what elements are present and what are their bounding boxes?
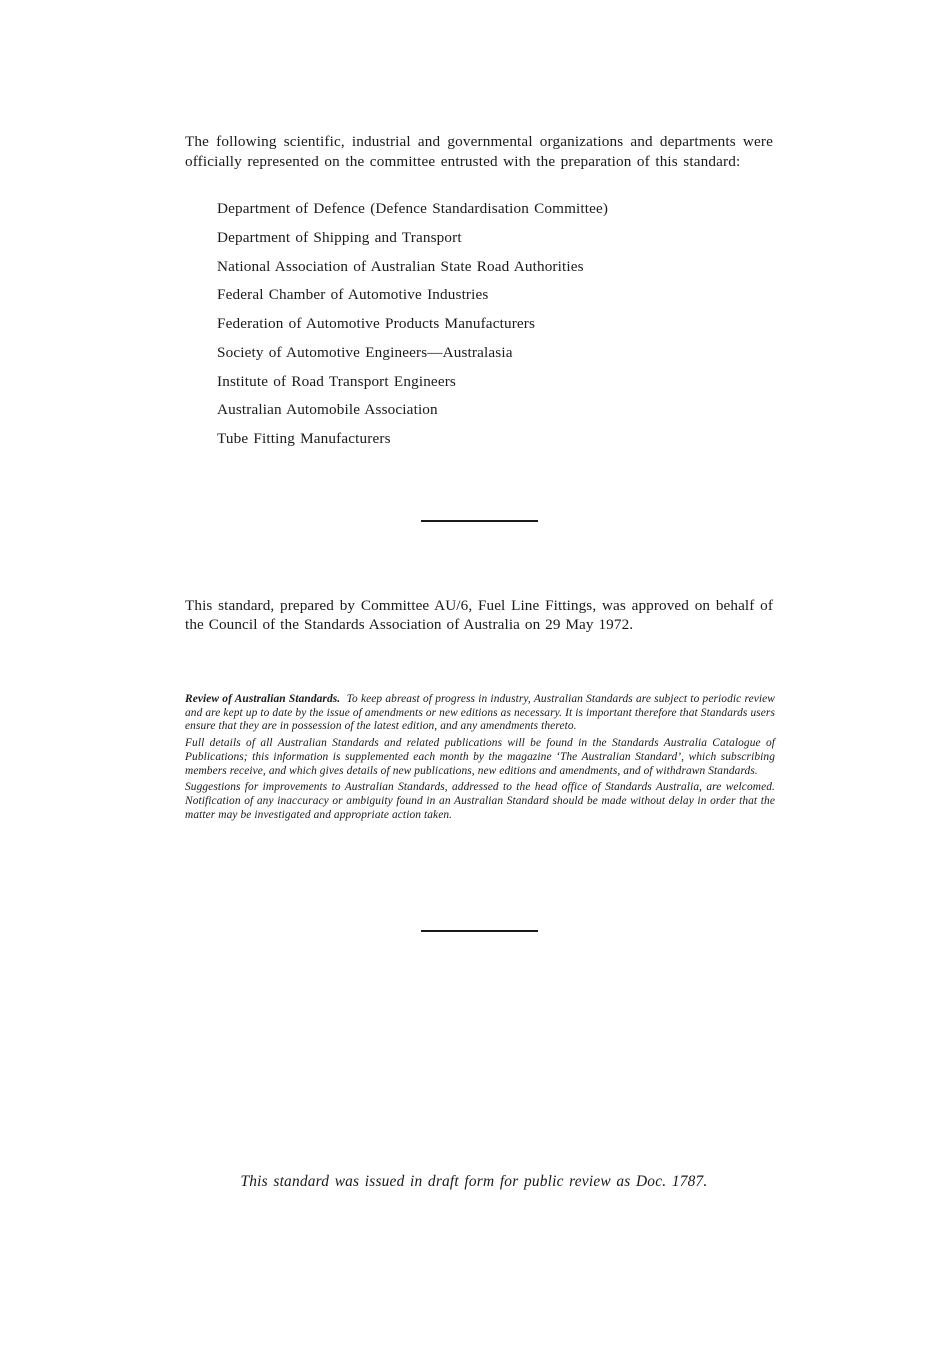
approval-statement: This standard, prepared by Committee AU/6, Fuel Line Fittings, was approved on behalf of the Council of the Standards Association of Australia on 29 May 1972. — [185, 597, 773, 633]
list-item: Society of Automotive Engineers—Australasia — [217, 343, 513, 361]
committee-intro-text: The following scientific, industrial and governmental organizations and departments were officially represented on the committee entrusted with the preparation of this standard: — [185, 133, 773, 170]
list-item: Federation of Automotive Products Manufacturers — [217, 315, 536, 332]
review-heading: Review of Australian Standards. — [185, 693, 341, 705]
review-text-1: To keep abreast of progress in industry, Australian Standards are subject to periodic review and are kept up to date by the issue of amendments or new editions as necessary. It is important therefore that Standards users ensure that they are in possession of the latest edition, and any amendments thereto. — [185, 693, 775, 733]
section-divider — [421, 520, 538, 522]
list-item: Institute of Road Transport Engineers — [217, 372, 456, 390]
review-paragraph-1 — [185, 693, 775, 734]
list-item: Tube Fitting Manufacturers — [217, 430, 391, 447]
list-item: National Association of Australian State Road Authorities — [217, 257, 584, 275]
section-divider — [421, 930, 538, 932]
list-item: Department of Defence (Defence Standardisation Committee) — [217, 200, 609, 217]
list-item: Australian Automobile Association — [217, 401, 438, 419]
list-item: Federal Chamber of Automotive Industries — [217, 286, 489, 304]
organization-list — [217, 199, 608, 458]
review-paragraph-3: Suggestions for improvements to Australian Standards, addressed to the head office of Standards Australia, are welcomed. Notification of any inaccuracy or ambiguity found in an Australian Standard should be made without delay in order that the matter may be investigated and appropriate action taken. — [185, 781, 775, 821]
review-paragraph-2: Full details of all Australian Standards and related publications will be found in the Standards Australia Catalogue of Publications; this information is supplemented each month by the magazine ‘The Australian Standard’, which subscribing members receive, and which gives details of new publications, new editions and amendments, and of withdrawn Standards. — [185, 737, 775, 777]
review-notice — [185, 693, 775, 825]
list-item: Department of Shipping and Transport — [217, 228, 462, 246]
draft-issue-note: This standard was issued in draft form for public review as Doc. 1787. — [240, 1173, 708, 1190]
